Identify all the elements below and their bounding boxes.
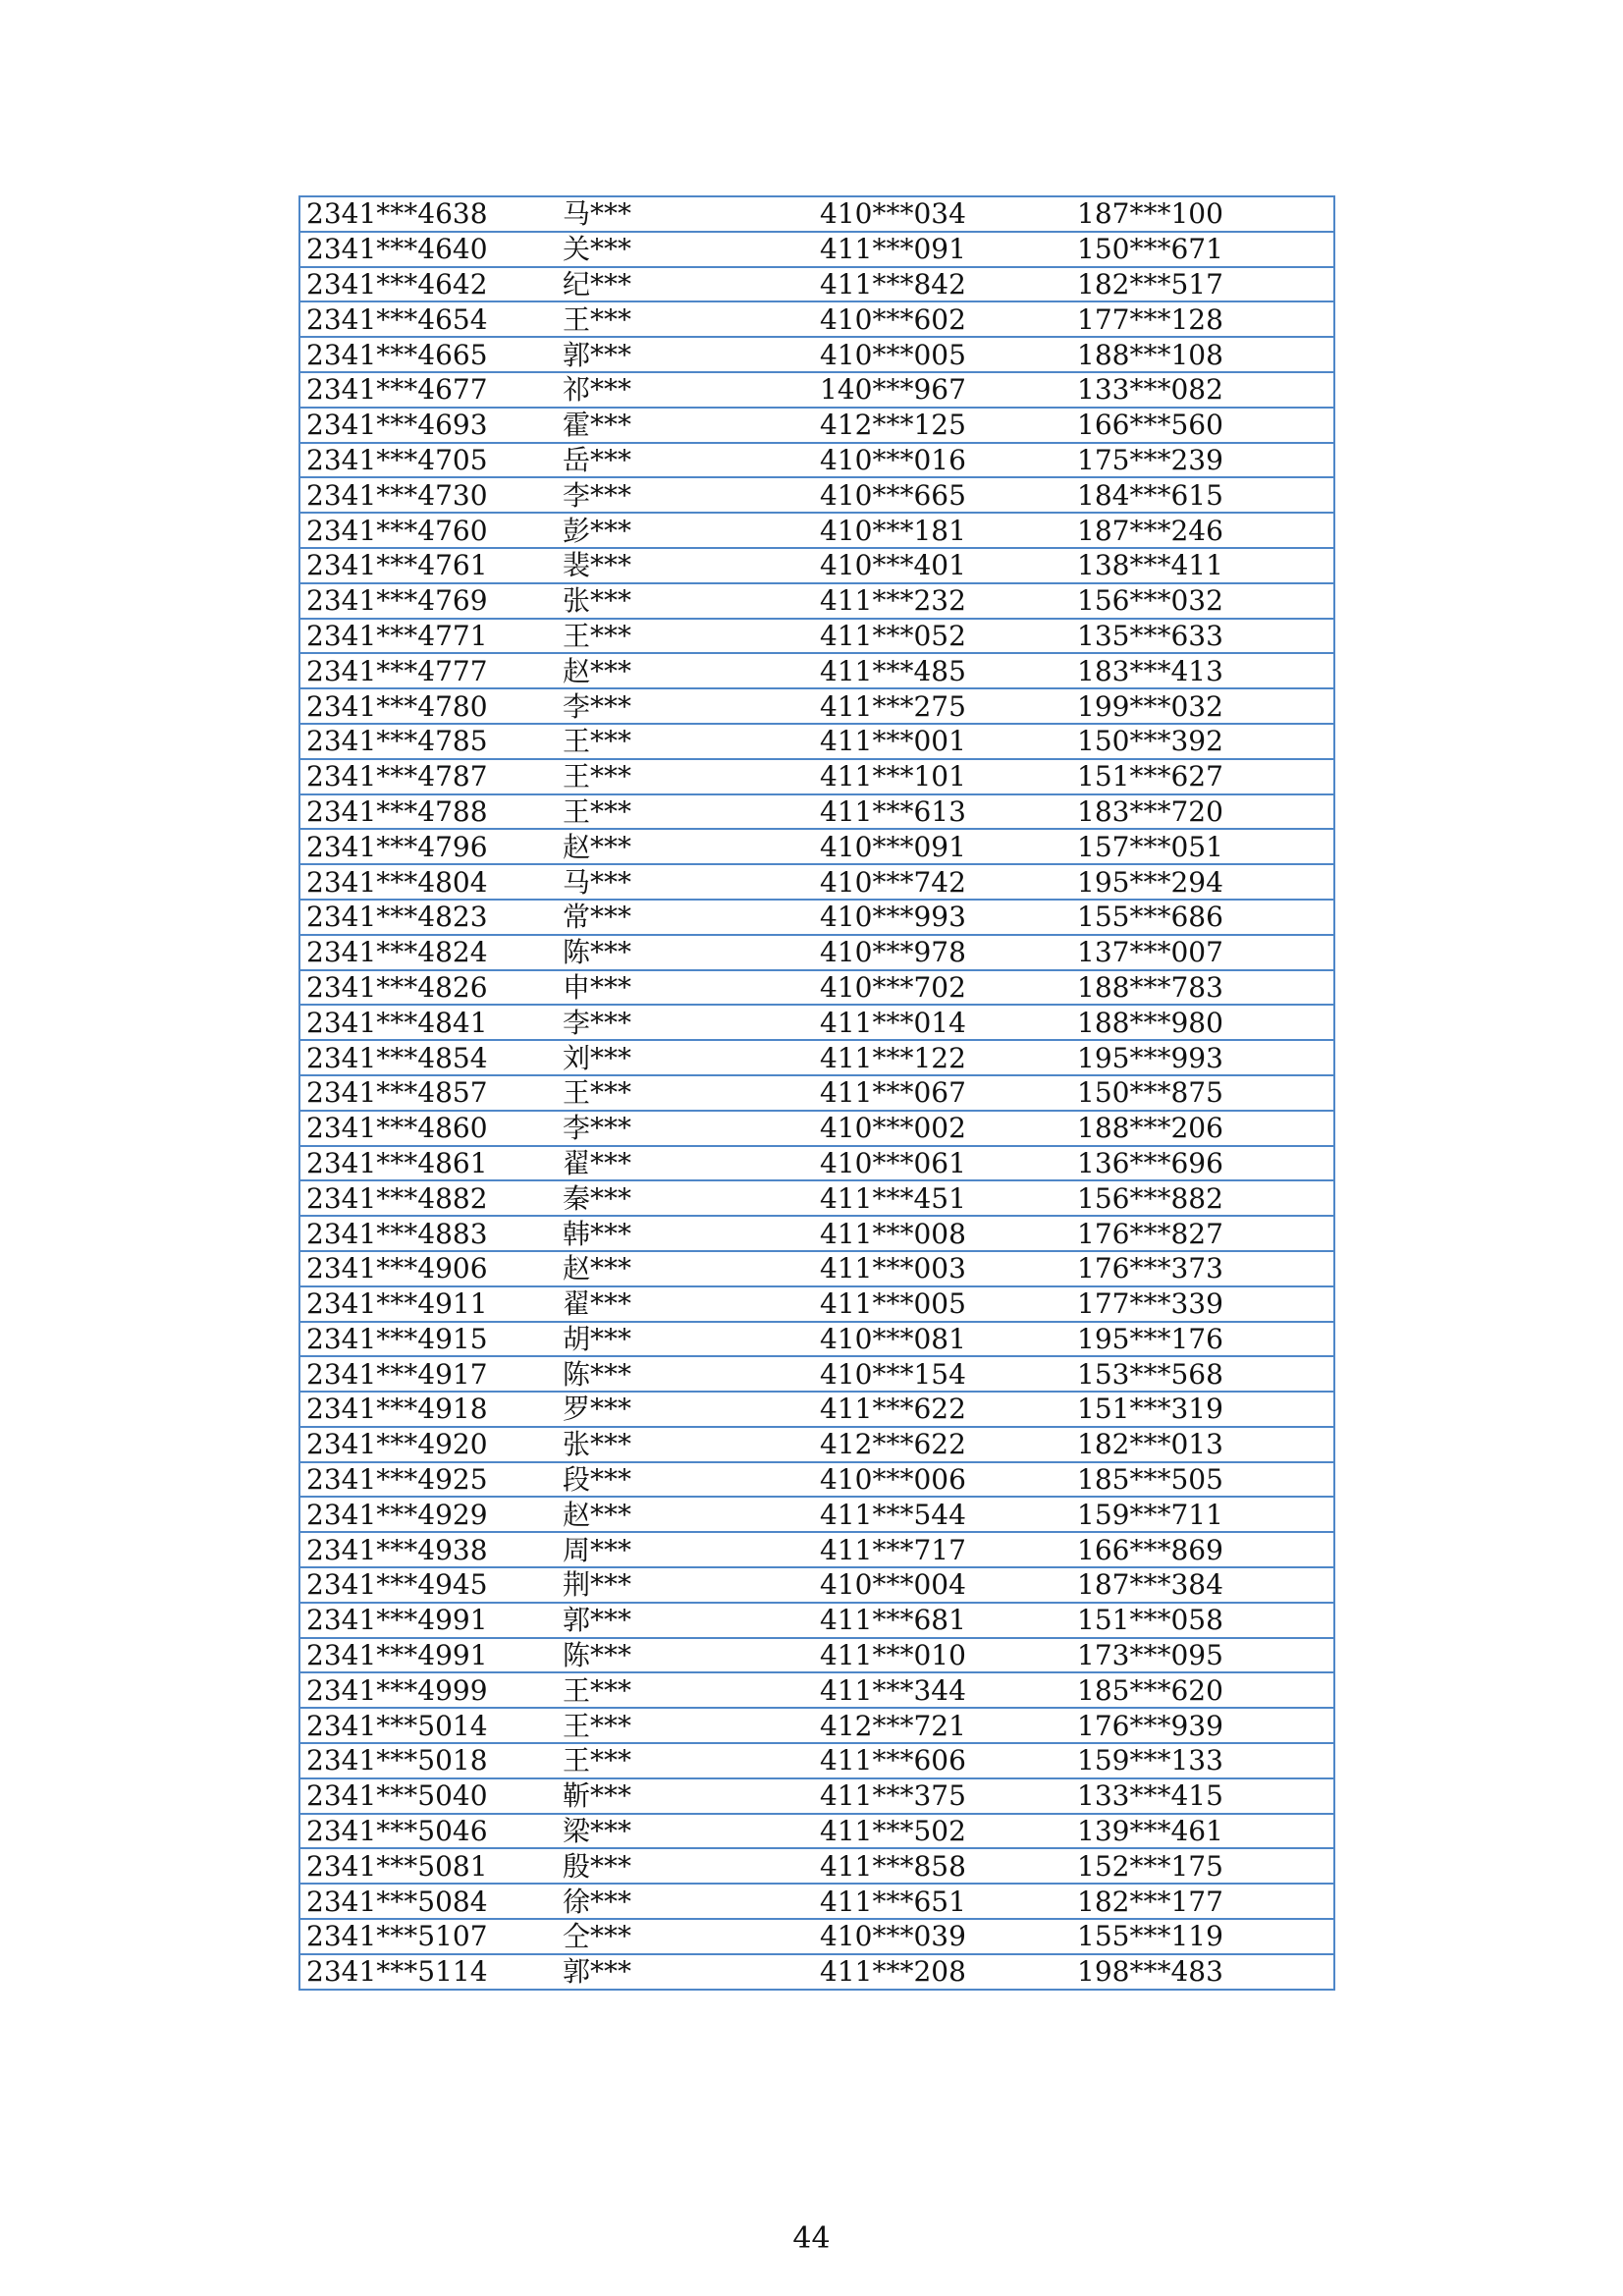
phone-cell: 182***517 [1071, 267, 1334, 302]
table-row [299, 900, 1334, 935]
table-row [299, 513, 1334, 548]
name-cell: 祁*** [557, 372, 814, 408]
phone-cell: 173***095 [1071, 1638, 1334, 1673]
exam-id-cell: 2341***4925 [299, 1462, 557, 1498]
table-row [299, 232, 1334, 267]
exam-id-cell: 2341***4920 [299, 1427, 557, 1462]
name-cell: 王*** [557, 1708, 814, 1743]
phone-cell: 187***246 [1071, 513, 1334, 548]
table-row [299, 794, 1334, 830]
table-row [299, 1111, 1334, 1146]
phone-cell: 166***560 [1071, 408, 1334, 443]
table-row [299, 1075, 1334, 1111]
id-number-cell: 411***003 [814, 1251, 1071, 1286]
name-cell: 李*** [557, 477, 814, 513]
table-row [299, 196, 1334, 232]
table-row [299, 1322, 1334, 1357]
id-number-cell: 410***742 [814, 864, 1071, 900]
phone-cell: 151***319 [1071, 1392, 1334, 1427]
phone-cell: 151***627 [1071, 759, 1334, 794]
name-cell: 裴*** [557, 548, 814, 583]
phone-cell: 135***633 [1071, 619, 1334, 654]
phone-cell: 151***058 [1071, 1603, 1334, 1638]
phone-cell: 159***133 [1071, 1743, 1334, 1778]
id-number-cell: 410***006 [814, 1462, 1071, 1498]
phone-cell: 188***783 [1071, 970, 1334, 1006]
exam-id-cell: 2341***4796 [299, 829, 557, 864]
id-number-cell: 411***842 [814, 267, 1071, 302]
name-cell: 刘*** [557, 1040, 814, 1075]
phone-cell: 133***082 [1071, 372, 1334, 408]
name-cell: 翟*** [557, 1286, 814, 1322]
id-number-cell: 410***702 [814, 970, 1071, 1006]
phone-cell: 157***051 [1071, 829, 1334, 864]
phone-cell: 150***392 [1071, 724, 1334, 759]
exam-id-cell: 2341***4824 [299, 935, 557, 970]
exam-id-cell: 2341***4771 [299, 619, 557, 654]
name-cell: 张*** [557, 1427, 814, 1462]
exam-id-cell: 2341***4705 [299, 443, 557, 478]
id-number-cell: 410***002 [814, 1111, 1071, 1146]
name-cell: 郭*** [557, 1954, 814, 1990]
exam-id-cell: 2341***5107 [299, 1919, 557, 1954]
id-number-cell: 411***001 [814, 724, 1071, 759]
id-number-cell: 410***034 [814, 196, 1071, 232]
phone-cell: 183***720 [1071, 794, 1334, 830]
id-number-cell: 411***717 [814, 1532, 1071, 1567]
id-number-cell: 140***967 [814, 372, 1071, 408]
name-cell: 王*** [557, 1075, 814, 1111]
id-number-cell: 411***005 [814, 1286, 1071, 1322]
id-number-cell: 410***004 [814, 1567, 1071, 1603]
phone-cell: 176***373 [1071, 1251, 1334, 1286]
name-cell: 李*** [557, 688, 814, 724]
name-cell: 梁*** [557, 1814, 814, 1849]
exam-id-cell: 2341***4999 [299, 1672, 557, 1708]
id-number-cell: 411***502 [814, 1814, 1071, 1849]
id-number-cell: 411***681 [814, 1603, 1071, 1638]
exam-id-cell: 2341***4991 [299, 1638, 557, 1673]
phone-cell: 155***119 [1071, 1919, 1334, 1954]
exam-id-cell: 2341***4945 [299, 1567, 557, 1603]
id-number-cell: 410***978 [814, 935, 1071, 970]
table-row [299, 408, 1334, 443]
table-row [299, 1672, 1334, 1708]
id-number-cell: 411***091 [814, 232, 1071, 267]
id-number-cell: 411***008 [814, 1216, 1071, 1251]
name-cell: 徐*** [557, 1884, 814, 1919]
table-row [299, 1884, 1334, 1919]
table-row [299, 337, 1334, 372]
exam-id-cell: 2341***4854 [299, 1040, 557, 1075]
phone-cell: 195***993 [1071, 1040, 1334, 1075]
table-row [299, 1778, 1334, 1814]
phone-cell: 199***032 [1071, 688, 1334, 724]
exam-id-cell: 2341***5018 [299, 1743, 557, 1778]
name-cell: 李*** [557, 1005, 814, 1040]
table-row [299, 1216, 1334, 1251]
id-number-cell: 410***091 [814, 829, 1071, 864]
phone-cell: 133***415 [1071, 1778, 1334, 1814]
phone-cell: 188***980 [1071, 1005, 1334, 1040]
exam-id-cell: 2341***4785 [299, 724, 557, 759]
id-number-cell: 411***208 [814, 1954, 1071, 1990]
exam-id-cell: 2341***5081 [299, 1848, 557, 1884]
exam-id-cell: 2341***4777 [299, 653, 557, 688]
exam-id-cell: 2341***5040 [299, 1778, 557, 1814]
name-cell: 陈*** [557, 935, 814, 970]
id-number-cell: 410***181 [814, 513, 1071, 548]
exam-id-cell: 2341***4780 [299, 688, 557, 724]
id-number-cell: 410***081 [814, 1322, 1071, 1357]
table-row [299, 829, 1334, 864]
phone-cell: 185***620 [1071, 1672, 1334, 1708]
exam-id-cell: 2341***4804 [299, 864, 557, 900]
name-cell: 王*** [557, 794, 814, 830]
name-cell: 王*** [557, 759, 814, 794]
phone-cell: 153***568 [1071, 1356, 1334, 1392]
exam-id-cell: 2341***4882 [299, 1180, 557, 1216]
phone-cell: 150***671 [1071, 232, 1334, 267]
name-cell: 靳*** [557, 1778, 814, 1814]
phone-cell: 177***339 [1071, 1286, 1334, 1322]
name-cell: 赵*** [557, 653, 814, 688]
id-number-cell: 411***052 [814, 619, 1071, 654]
phone-cell: 184***615 [1071, 477, 1334, 513]
id-number-cell: 411***613 [814, 794, 1071, 830]
table-row [299, 1954, 1334, 1990]
table-row [299, 970, 1334, 1006]
name-cell: 关*** [557, 232, 814, 267]
table-row [299, 1462, 1334, 1498]
name-cell: 马*** [557, 196, 814, 232]
name-cell: 王*** [557, 1672, 814, 1708]
table-row [299, 935, 1334, 970]
table-row [299, 619, 1334, 654]
table-row [299, 688, 1334, 724]
exam-id-cell: 2341***4917 [299, 1356, 557, 1392]
id-number-cell: 411***858 [814, 1848, 1071, 1884]
id-number-cell: 411***275 [814, 688, 1071, 724]
table-row [299, 1040, 1334, 1075]
table-row [299, 653, 1334, 688]
id-number-cell: 411***101 [814, 759, 1071, 794]
name-cell: 赵*** [557, 1251, 814, 1286]
name-cell: 周*** [557, 1532, 814, 1567]
table-row [299, 372, 1334, 408]
table-row [299, 1814, 1334, 1849]
exam-id-cell: 2341***4638 [299, 196, 557, 232]
id-number-cell: 410***993 [814, 900, 1071, 935]
id-number-cell: 410***602 [814, 301, 1071, 337]
table-row [299, 1497, 1334, 1532]
name-cell: 张*** [557, 583, 814, 619]
table-row [299, 1251, 1334, 1286]
id-number-cell: 411***344 [814, 1672, 1071, 1708]
id-number-cell: 410***039 [814, 1919, 1071, 1954]
exam-id-cell: 2341***4860 [299, 1111, 557, 1146]
table-row [299, 1180, 1334, 1216]
name-cell: 王*** [557, 724, 814, 759]
table-row [299, 301, 1334, 337]
table-row [299, 1638, 1334, 1673]
exam-id-cell: 2341***4787 [299, 759, 557, 794]
exam-id-cell: 2341***4857 [299, 1075, 557, 1111]
phone-cell: 176***827 [1071, 1216, 1334, 1251]
id-number-cell: 412***125 [814, 408, 1071, 443]
name-cell: 王*** [557, 1743, 814, 1778]
id-number-cell: 411***375 [814, 1778, 1071, 1814]
table-row [299, 1567, 1334, 1603]
name-cell: 马*** [557, 864, 814, 900]
table-row [299, 443, 1334, 478]
phone-cell: 198***483 [1071, 1954, 1334, 1990]
exam-id-cell: 2341***5114 [299, 1954, 557, 1990]
phone-cell: 185***505 [1071, 1462, 1334, 1498]
phone-cell: 137***007 [1071, 935, 1334, 970]
phone-cell: 182***013 [1071, 1427, 1334, 1462]
phone-cell: 150***875 [1071, 1075, 1334, 1111]
table-row [299, 724, 1334, 759]
roster-table [298, 195, 1335, 1991]
id-number-cell: 412***622 [814, 1427, 1071, 1462]
name-cell: 韩*** [557, 1216, 814, 1251]
id-number-cell: 411***544 [814, 1497, 1071, 1532]
id-number-cell: 411***010 [814, 1638, 1071, 1673]
id-number-cell: 410***061 [814, 1146, 1071, 1181]
phone-cell: 159***711 [1071, 1497, 1334, 1532]
exam-id-cell: 2341***5084 [299, 1884, 557, 1919]
phone-cell: 152***175 [1071, 1848, 1334, 1884]
table-row [299, 1427, 1334, 1462]
name-cell: 王*** [557, 619, 814, 654]
table-row [299, 477, 1334, 513]
table-row [299, 759, 1334, 794]
id-number-cell: 411***651 [814, 1884, 1071, 1919]
phone-cell: 187***100 [1071, 196, 1334, 232]
roster-table-body [299, 196, 1334, 1990]
name-cell: 王*** [557, 301, 814, 337]
name-cell: 赵*** [557, 1497, 814, 1532]
phone-cell: 195***176 [1071, 1322, 1334, 1357]
id-number-cell: 411***232 [814, 583, 1071, 619]
exam-id-cell: 2341***4826 [299, 970, 557, 1006]
exam-id-cell: 2341***5014 [299, 1708, 557, 1743]
name-cell: 陈*** [557, 1356, 814, 1392]
name-cell: 段*** [557, 1462, 814, 1498]
exam-id-cell: 2341***4938 [299, 1532, 557, 1567]
name-cell: 常*** [557, 900, 814, 935]
roster-table-container [298, 195, 1333, 1991]
table-row [299, 1392, 1334, 1427]
table-row [299, 1848, 1334, 1884]
exam-id-cell: 2341***4788 [299, 794, 557, 830]
phone-cell: 166***869 [1071, 1532, 1334, 1567]
phone-cell: 175***239 [1071, 443, 1334, 478]
exam-id-cell: 2341***4883 [299, 1216, 557, 1251]
name-cell: 申*** [557, 970, 814, 1006]
id-number-cell: 411***067 [814, 1075, 1071, 1111]
exam-id-cell: 2341***4841 [299, 1005, 557, 1040]
name-cell: 岳*** [557, 443, 814, 478]
name-cell: 秦*** [557, 1180, 814, 1216]
name-cell: 仝*** [557, 1919, 814, 1954]
phone-cell: 156***032 [1071, 583, 1334, 619]
table-row [299, 1005, 1334, 1040]
name-cell: 翟*** [557, 1146, 814, 1181]
name-cell: 纪*** [557, 267, 814, 302]
exam-id-cell: 2341***4760 [299, 513, 557, 548]
table-row [299, 1919, 1334, 1954]
table-row [299, 267, 1334, 302]
table-row [299, 864, 1334, 900]
table-row [299, 1743, 1334, 1778]
phone-cell: 177***128 [1071, 301, 1334, 337]
name-cell: 胡*** [557, 1322, 814, 1357]
exam-id-cell: 2341***4654 [299, 301, 557, 337]
table-row [299, 1708, 1334, 1743]
name-cell: 郭*** [557, 337, 814, 372]
exam-id-cell: 2341***4642 [299, 267, 557, 302]
exam-id-cell: 2341***4906 [299, 1251, 557, 1286]
phone-cell: 138***411 [1071, 548, 1334, 583]
exam-id-cell: 2341***4911 [299, 1286, 557, 1322]
phone-cell: 176***939 [1071, 1708, 1334, 1743]
exam-id-cell: 2341***4640 [299, 232, 557, 267]
exam-id-cell: 2341***4915 [299, 1322, 557, 1357]
name-cell: 荆*** [557, 1567, 814, 1603]
exam-id-cell: 2341***4861 [299, 1146, 557, 1181]
exam-id-cell: 2341***4929 [299, 1497, 557, 1532]
exam-id-cell: 2341***4693 [299, 408, 557, 443]
exam-id-cell: 2341***4991 [299, 1603, 557, 1638]
id-number-cell: 412***721 [814, 1708, 1071, 1743]
id-number-cell: 410***401 [814, 548, 1071, 583]
exam-id-cell: 2341***5046 [299, 1814, 557, 1849]
table-row [299, 1356, 1334, 1392]
phone-cell: 188***206 [1071, 1111, 1334, 1146]
id-number-cell: 410***005 [814, 337, 1071, 372]
table-row [299, 1603, 1334, 1638]
phone-cell: 156***882 [1071, 1180, 1334, 1216]
table-row [299, 1286, 1334, 1322]
phone-cell: 136***696 [1071, 1146, 1334, 1181]
table-row [299, 1146, 1334, 1181]
name-cell: 郭*** [557, 1603, 814, 1638]
exam-id-cell: 2341***4677 [299, 372, 557, 408]
name-cell: 殷*** [557, 1848, 814, 1884]
name-cell: 罗*** [557, 1392, 814, 1427]
id-number-cell: 411***606 [814, 1743, 1071, 1778]
name-cell: 霍*** [557, 408, 814, 443]
id-number-cell: 410***665 [814, 477, 1071, 513]
id-number-cell: 411***485 [814, 653, 1071, 688]
phone-cell: 188***108 [1071, 337, 1334, 372]
phone-cell: 182***177 [1071, 1884, 1334, 1919]
exam-id-cell: 2341***4761 [299, 548, 557, 583]
id-number-cell: 411***451 [814, 1180, 1071, 1216]
phone-cell: 139***461 [1071, 1814, 1334, 1849]
page-number: 44 [792, 2221, 831, 2256]
name-cell: 李*** [557, 1111, 814, 1146]
table-row [299, 583, 1334, 619]
name-cell: 陈*** [557, 1638, 814, 1673]
exam-id-cell: 2341***4823 [299, 900, 557, 935]
exam-id-cell: 2341***4730 [299, 477, 557, 513]
name-cell: 赵*** [557, 829, 814, 864]
id-number-cell: 411***622 [814, 1392, 1071, 1427]
id-number-cell: 410***016 [814, 443, 1071, 478]
table-row [299, 548, 1334, 583]
exam-id-cell: 2341***4665 [299, 337, 557, 372]
phone-cell: 195***294 [1071, 864, 1334, 900]
id-number-cell: 410***154 [814, 1356, 1071, 1392]
exam-id-cell: 2341***4918 [299, 1392, 557, 1427]
phone-cell: 183***413 [1071, 653, 1334, 688]
phone-cell: 187***384 [1071, 1567, 1334, 1603]
id-number-cell: 411***122 [814, 1040, 1071, 1075]
table-row [299, 1532, 1334, 1567]
phone-cell: 155***686 [1071, 900, 1334, 935]
id-number-cell: 411***014 [814, 1005, 1071, 1040]
name-cell: 彭*** [557, 513, 814, 548]
exam-id-cell: 2341***4769 [299, 583, 557, 619]
